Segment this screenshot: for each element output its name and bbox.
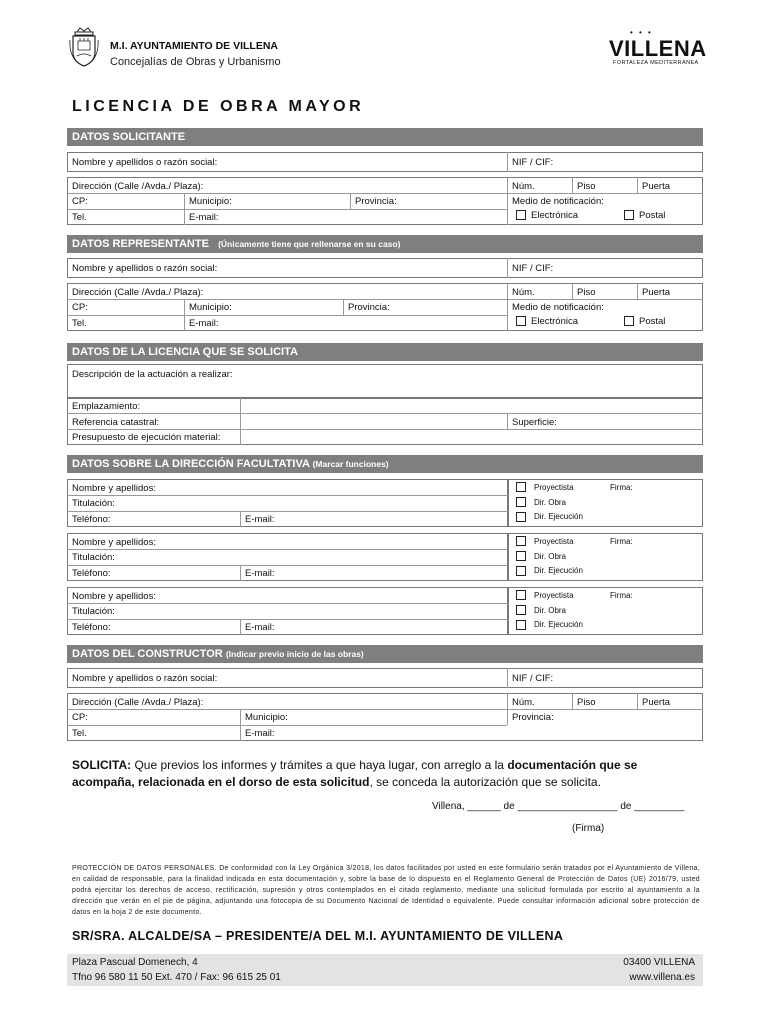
facultativo-3-email-label: E-mail: bbox=[245, 622, 275, 633]
solicitante-nif-label: NIF / CIF: bbox=[512, 157, 554, 168]
representante-postal-checkbox[interactable] bbox=[624, 316, 634, 326]
facultativo-2-titulacion-label: Titulación: bbox=[72, 552, 115, 563]
section-direccion-facultativa-header: DATOS SOBRE LA DIRECCIÓN FACULTATIVA (Marcar funciones) bbox=[67, 455, 703, 473]
facultativo-1-proyectista-checkbox[interactable] bbox=[516, 482, 526, 492]
solicitante-piso-label: Piso bbox=[577, 181, 596, 192]
representante-email-label: E-mail: bbox=[189, 318, 219, 329]
facultativo-2-firma-label: Firma: bbox=[610, 537, 633, 546]
facultativo-1-email-label: E-mail: bbox=[245, 514, 275, 525]
section-representante-header: DATOS REPRESENTANTE (Únicamente tiene que rellenarse en su caso) bbox=[67, 235, 703, 253]
facultativo-3-dir-obra-checkbox[interactable] bbox=[516, 605, 526, 615]
facultativo-1-proyectista-label: Proyectista bbox=[534, 483, 574, 492]
representante-postal-label: Postal bbox=[639, 316, 666, 327]
solicitante-postal-label: Postal bbox=[639, 210, 666, 221]
licencia-referencia-label: Referencia catastral: bbox=[72, 417, 160, 428]
facultativo-3-titulacion-label: Titulación: bbox=[72, 606, 115, 617]
facultativo-1-dir-obra-label: Dir. Obra bbox=[534, 498, 567, 507]
solicitante-postal-checkbox[interactable] bbox=[624, 210, 634, 220]
representante-electronica-label: Electrónica bbox=[531, 316, 578, 327]
footer-postal: 03400 VILLENA bbox=[623, 957, 695, 968]
licencia-presupuesto-label: Presupuesto de ejecución material: bbox=[72, 432, 221, 443]
solicitante-electronica-checkbox[interactable] bbox=[516, 210, 526, 220]
facultativo-1-firma-label: Firma: bbox=[610, 483, 633, 492]
section-licencia-header: DATOS DE LA LICENCIA QUE SE SOLICITA bbox=[67, 343, 703, 361]
coat-of-arms-icon bbox=[69, 26, 99, 68]
licencia-superficie-label: Superficie: bbox=[512, 417, 557, 428]
representante-piso-label: Piso bbox=[577, 287, 596, 298]
facultativo-2-telefono-label: Teléfono: bbox=[72, 568, 111, 579]
logo-tagline: FORTALEZA MEDITERRÁNEA bbox=[613, 60, 699, 66]
facultativo-2-dir-obra-label: Dir. Obra bbox=[534, 552, 567, 561]
department-name: Concejalías de Obras y Urbanismo bbox=[110, 56, 281, 68]
constructor-nombre-label: Nombre y apellidos o razón social: bbox=[72, 673, 218, 684]
constructor-cp-label: CP: bbox=[72, 712, 88, 723]
constructor-email-label: E-mail: bbox=[245, 728, 275, 739]
representante-nombre-label: Nombre y apellidos o razón social: bbox=[72, 263, 218, 274]
constructor-tel-label: Tel. bbox=[72, 728, 87, 739]
solicitante-direccion-label: Dirección (Calle /Avda./ Plaza): bbox=[72, 181, 204, 192]
facultativo-2-dir-ejecucion-label: Dir. Ejecución bbox=[534, 566, 583, 575]
representante-direccion-label: Dirección (Calle /Avda./ Plaza): bbox=[72, 287, 204, 298]
facultativo-2-nombre-label: Nombre y apellidos: bbox=[72, 537, 156, 548]
facultativo-1-titulacion-label: Titulación: bbox=[72, 498, 115, 509]
firma-label: (Firma) bbox=[572, 823, 605, 834]
facultativo-2-email-label: E-mail: bbox=[245, 568, 275, 579]
constructor-municipio-label: Municipio: bbox=[245, 712, 288, 723]
constructor-piso-label: Piso bbox=[577, 697, 596, 708]
footer-bar bbox=[67, 954, 703, 986]
facultativo-3-proyectista-label: Proyectista bbox=[534, 591, 574, 600]
facultativo-2-proyectista-label: Proyectista bbox=[534, 537, 574, 546]
solicitante-electronica-label: Electrónica bbox=[531, 210, 578, 221]
proteccion-datos-text: PROTECCIÓN DE DATOS PERSONALES. De conformidad con la Ley Orgánica 3/2018, los datos facilitados por usted en este formulario serán tratados por el Ayuntamiento de Villena, en calidad de responsable, para la finalidad indicada en esta documentación y, sobre la base de lo dispuesto en el Reglamento General de Protección de Datos (UE) 2016/79, usted podrá ejercitar los derechos de acceso, rectificación, supresión y otros contemplados en el citado reglamento, mediante una solicitud formulada por escrito al ayuntamiento a la dirección que verán en el pie de página, adjuntando una fotocopia de su Documento Nacional de Identidad o equivalente. Puede consultar información adicional sobre protección de datos en la hoja 2 de este documento. bbox=[72, 865, 700, 916]
solicita-paragraph: SOLICITA: Que previos los informes y trámites a que haya lugar, con arreglo a la documentación que se acompaña, relacionada en el dorso de esta solicitud, se conceda la autorización que se solicita. bbox=[72, 758, 638, 789]
representante-provincia-label: Provincia: bbox=[348, 302, 390, 313]
alcalde-heading: SR/SRA. ALCALDE/SA – PRESIDENTE/A DEL M.I. AYUNTAMIENTO DE VILLENA bbox=[72, 929, 564, 943]
solicitante-puerta-label: Puerta bbox=[642, 181, 670, 192]
section-constructor-header: DATOS DEL CONSTRUCTOR (Indicar previo inicio de las obras) bbox=[67, 645, 703, 663]
org-name: M.I. AYUNTAMIENTO DE VILLENA bbox=[110, 40, 279, 52]
facultativo-1-nombre-label: Nombre y apellidos: bbox=[72, 483, 156, 494]
facultativo-2-dir-obra-checkbox[interactable] bbox=[516, 551, 526, 561]
solicitante-email-label: E-mail: bbox=[189, 212, 219, 223]
facultativo-1-telefono-label: Teléfono: bbox=[72, 514, 111, 525]
constructor-direccion-label: Dirección (Calle /Avda./ Plaza): bbox=[72, 697, 204, 708]
facultativo-3-firma-label: Firma: bbox=[610, 591, 633, 600]
constructor-nif-label: NIF / CIF: bbox=[512, 673, 554, 684]
solicitante-nombre-label: Nombre y apellidos o razón social: bbox=[72, 157, 218, 168]
facultativo-3-nombre-label: Nombre y apellidos: bbox=[72, 591, 156, 602]
representante-puerta-label: Puerta bbox=[642, 287, 670, 298]
representante-cp-label: CP: bbox=[72, 302, 88, 313]
section-solicitante-header: DATOS SOLICITANTE bbox=[67, 128, 703, 146]
representante-electronica-checkbox[interactable] bbox=[516, 316, 526, 326]
facultativo-3-telefono-label: Teléfono: bbox=[72, 622, 111, 633]
constructor-provincia-label: Provincia: bbox=[512, 712, 554, 723]
logo-dots: • • • bbox=[630, 28, 653, 37]
representante-tel-label: Tel. bbox=[72, 318, 87, 329]
constructor-num-label: Núm. bbox=[512, 697, 535, 708]
solicitante-provincia-label: Provincia: bbox=[355, 196, 397, 207]
representante-num-label: Núm. bbox=[512, 287, 535, 298]
representante-medio-label: Medio de notificación: bbox=[512, 302, 604, 313]
facultativo-3-dir-ejecucion-label: Dir. Ejecución bbox=[534, 620, 583, 629]
facultativo-1-dir-ejecucion-label: Dir. Ejecución bbox=[534, 512, 583, 521]
representante-nif-label: NIF / CIF: bbox=[512, 263, 554, 274]
representante-municipio-label: Municipio: bbox=[189, 302, 232, 313]
page-title: LICENCIA DE OBRA MAYOR bbox=[72, 98, 365, 115]
facultativo-2-dir-ejecucion-checkbox[interactable] bbox=[516, 566, 526, 576]
licencia-emplazamiento-label: Emplazamiento: bbox=[72, 401, 141, 412]
footer-phone: Tfno 96 580 11 50 Ext. 470 / Fax: 96 615 25 01 bbox=[72, 972, 281, 983]
facultativo-1-dir-obra-checkbox[interactable] bbox=[516, 497, 526, 507]
facultativo-3-proyectista-checkbox[interactable] bbox=[516, 590, 526, 600]
solicitante-medio-label: Medio de notificación: bbox=[512, 196, 604, 207]
footer-address: Plaza Pascual Domenech, 4 bbox=[72, 957, 198, 968]
footer-web-link[interactable]: www.villena.es bbox=[629, 972, 695, 983]
constructor-puerta-label: Puerta bbox=[642, 697, 670, 708]
facultativo-2-proyectista-checkbox[interactable] bbox=[516, 536, 526, 546]
solicitante-tel-label: Tel. bbox=[72, 212, 87, 223]
licencia-descripcion-label: Descripción de la actuación a realizar: bbox=[72, 369, 233, 380]
villena-logo: VILLENA bbox=[609, 36, 707, 61]
fecha-line[interactable]: Villena, ______ de __________________ de _________ bbox=[432, 801, 685, 812]
facultativo-3-dir-ejecucion-checkbox[interactable] bbox=[516, 620, 526, 630]
facultativo-1-dir-ejecucion-checkbox[interactable] bbox=[516, 512, 526, 522]
solicitante-num-label: Núm. bbox=[512, 181, 535, 192]
facultativo-3-dir-obra-label: Dir. Obra bbox=[534, 606, 567, 615]
solicitante-cp-label: CP: bbox=[72, 196, 88, 207]
solicitante-municipio-label: Municipio: bbox=[189, 196, 232, 207]
